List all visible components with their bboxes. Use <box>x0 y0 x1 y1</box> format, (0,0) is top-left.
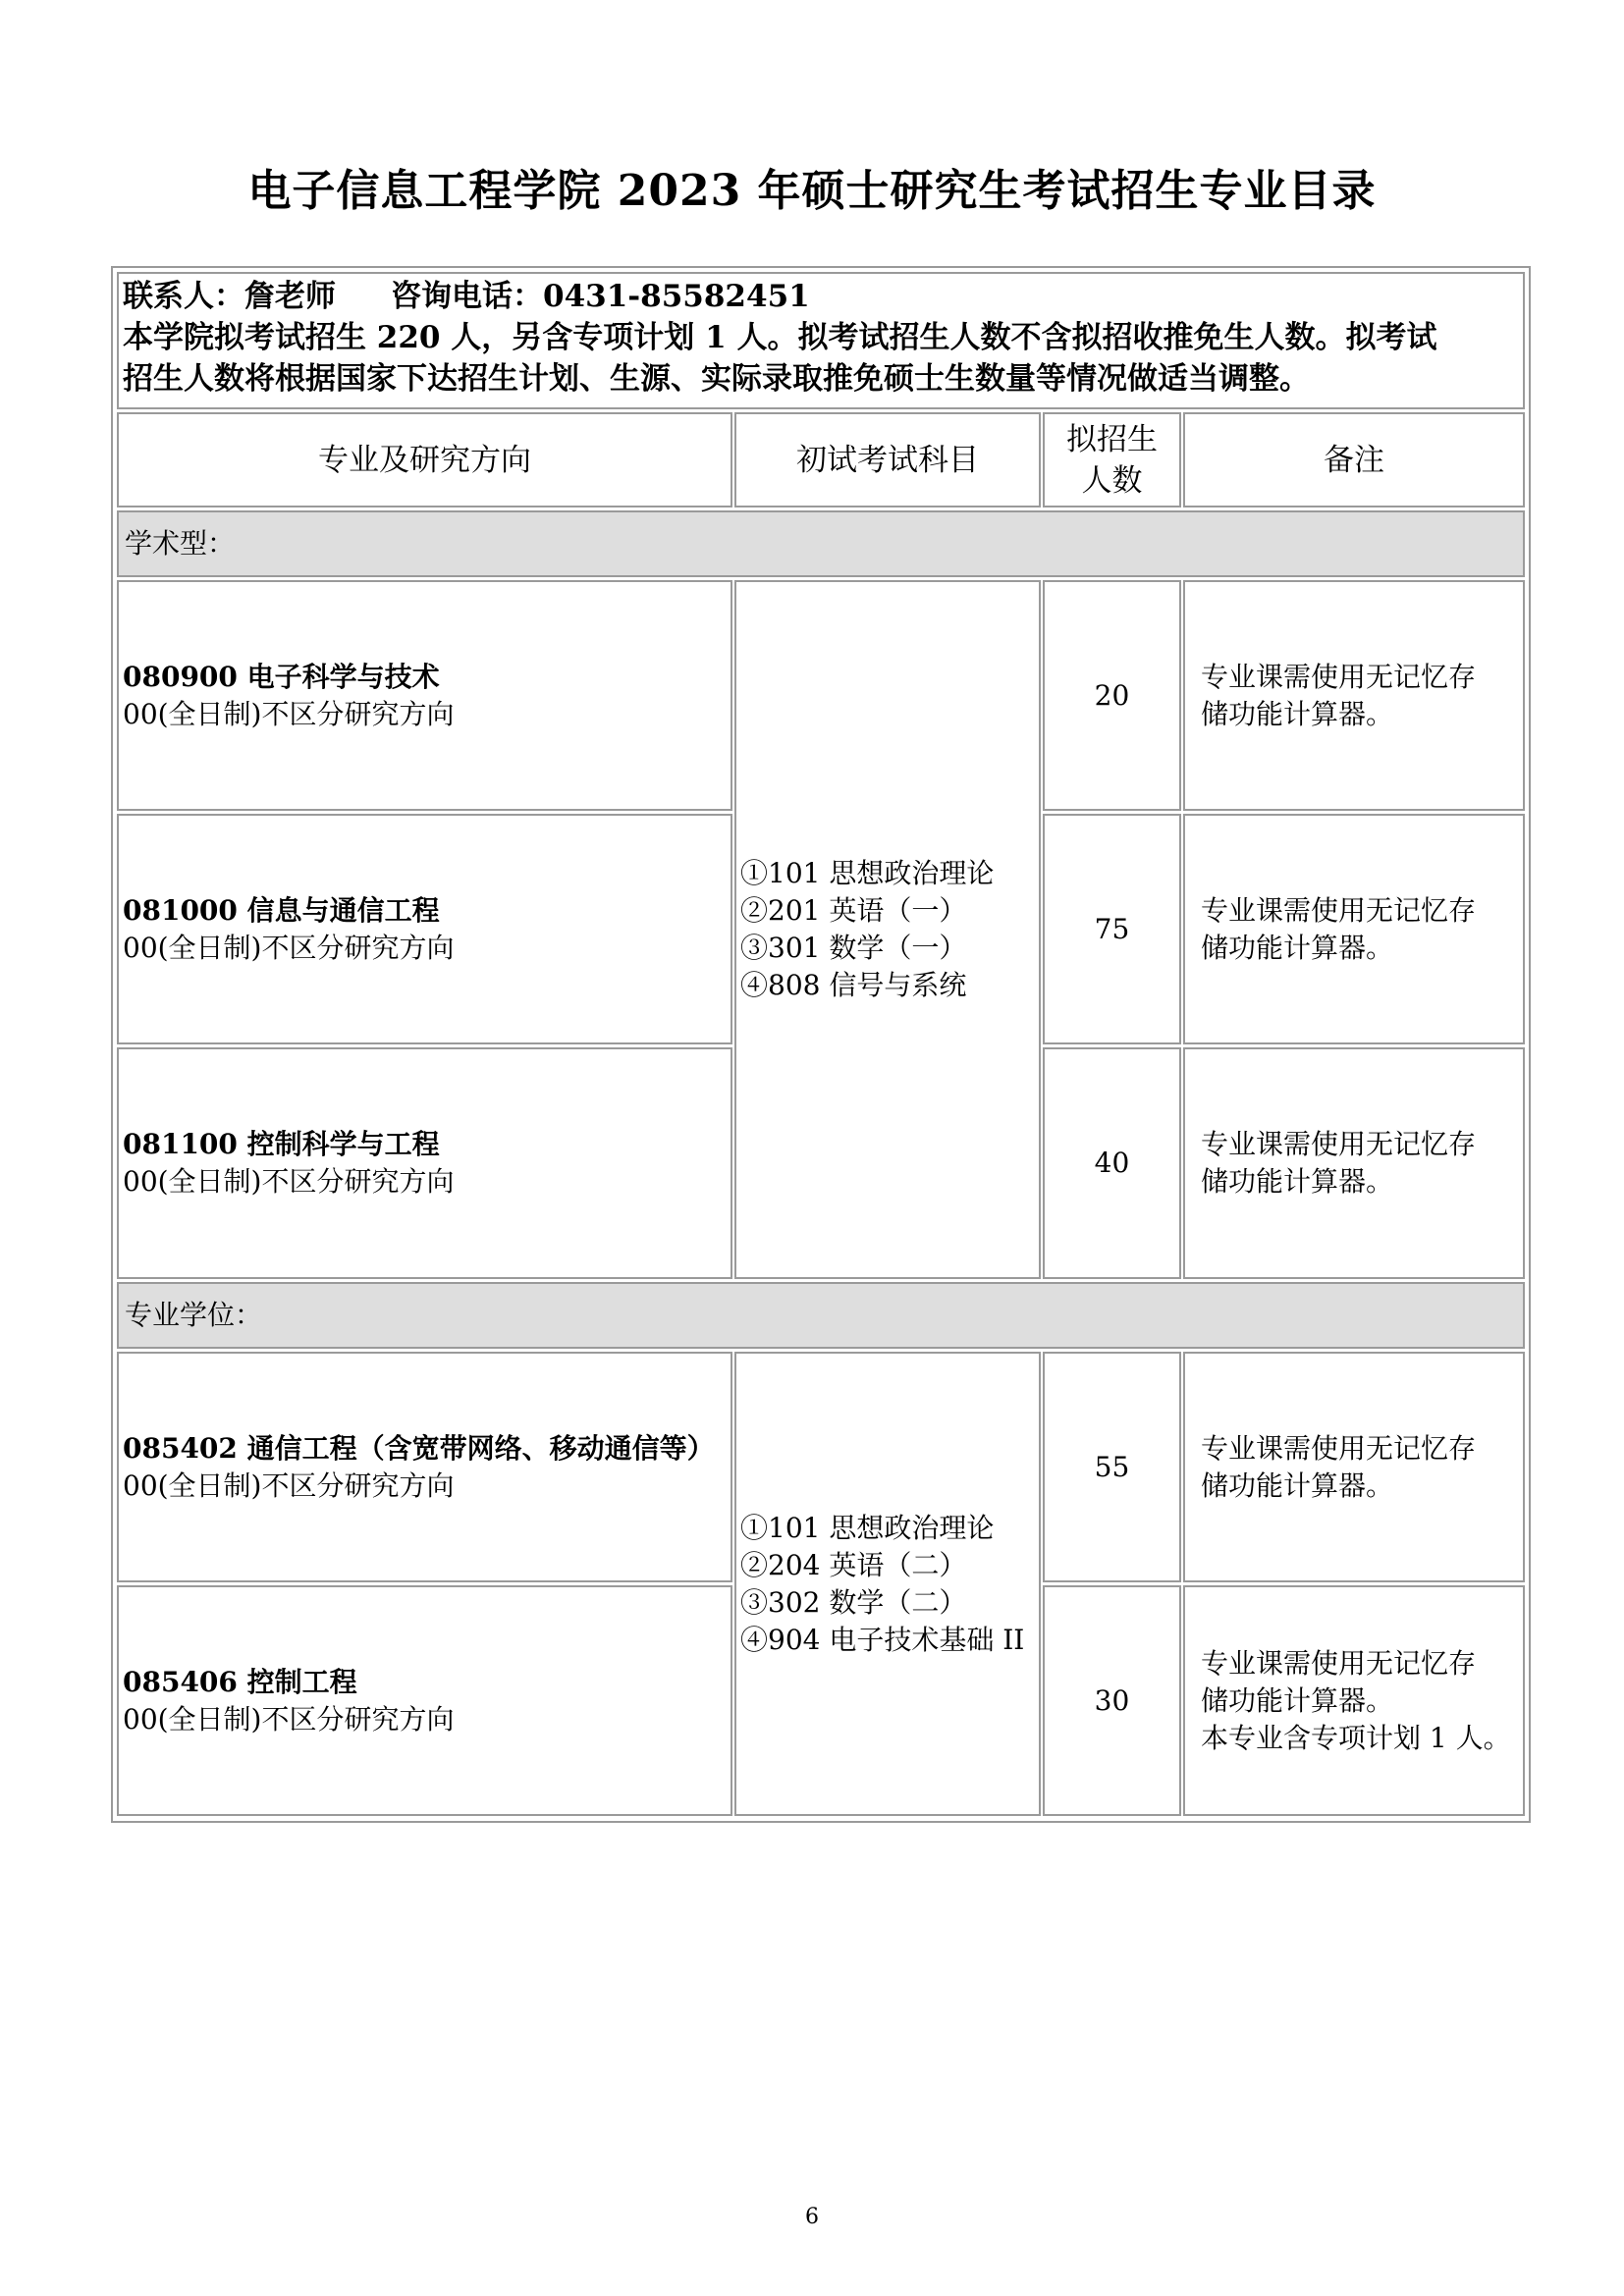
exam-subject: ②204 英语（二） <box>740 1548 967 1581</box>
remark-line: 储功能计算器。 <box>1201 1683 1394 1717</box>
major-code: 081000 信息与通信工程 <box>123 893 440 927</box>
remark-line: 储功能计算器。 <box>1201 1165 1394 1198</box>
remark-line: 储功能计算器。 <box>1201 1468 1394 1502</box>
page-title: 电子信息工程学院 2023 年硕士研究生考试招生专业目录 <box>247 166 1377 216</box>
major-code: 081100 控制科学与工程 <box>123 1128 440 1160</box>
header-note: 备注 <box>1183 412 1525 507</box>
enrollment-count: 55 <box>1043 1352 1181 1582</box>
enrollment-note-line: 本学院拟考试招生 220 人，另含专项计划 1 人。拟考试招生人数不含拟招收推免生人数。拟考试 <box>123 320 1437 355</box>
exam-subject: ③301 数学（一） <box>740 932 967 964</box>
remark-line: 储功能计算器。 <box>1201 697 1394 730</box>
enrollment-count: 40 <box>1043 1047 1181 1279</box>
remark-line: 本专业含专项计划 1 人。 <box>1201 1721 1511 1754</box>
exam-subject: ④808 信号与系统 <box>740 969 967 1001</box>
exam-subject: ④904 电子技术基础 II <box>740 1623 1025 1656</box>
remark <box>1183 814 1525 1044</box>
research-direction: 00(全日制)不区分研究方向 <box>123 1468 455 1502</box>
major-row <box>117 580 732 811</box>
exam-subjects <box>734 1352 1041 1816</box>
major-row <box>117 1352 732 1582</box>
major-code: 085402 通信工程（含宽带网络、移动通信等） <box>123 1431 715 1465</box>
remark-line: 专业课需使用无记忆存 <box>1201 1431 1477 1465</box>
exam-subject: ①101 思想政治理论 <box>740 857 995 889</box>
major-row <box>117 1047 732 1279</box>
exam-subject: ③302 数学（二） <box>740 1585 967 1619</box>
research-direction: 00(全日制)不区分研究方向 <box>123 931 455 964</box>
header-count <box>1043 412 1181 507</box>
remark-line: 专业课需使用无记忆存 <box>1201 1646 1477 1680</box>
contact-person: 联系人：詹老师 <box>123 279 336 314</box>
section-professional: 专业学位： <box>117 1282 1525 1349</box>
enrollment-count: 75 <box>1043 814 1181 1044</box>
contact-info <box>117 272 1525 409</box>
exam-subject: ②201 英语（一） <box>740 894 967 927</box>
header-subjects: 初试考试科目 <box>734 412 1041 507</box>
exam-subjects <box>734 580 1041 1279</box>
remark-line: 专业课需使用无记忆存 <box>1201 893 1477 927</box>
remark-line: 专业课需使用无记忆存 <box>1201 660 1477 693</box>
research-direction: 00(全日制)不区分研究方向 <box>123 1702 455 1735</box>
enrollment-note-line: 招生人数将根据国家下达招生计划、生源、实际录取推免硕士生数量等情况做适当调整。 <box>123 361 1310 397</box>
major-code: 085406 控制工程 <box>123 1665 357 1698</box>
major-row <box>117 1585 732 1816</box>
section-academic: 学术型： <box>117 510 1525 577</box>
remark <box>1183 1585 1525 1816</box>
page-number: 6 <box>805 2205 819 2229</box>
contact-phone: 咨询电话：0431-85582451 <box>391 279 810 314</box>
enrollment-count: 20 <box>1043 580 1181 811</box>
remark <box>1183 580 1525 811</box>
remark <box>1183 1047 1525 1279</box>
exam-subject: ①101 思想政治理论 <box>740 1511 995 1544</box>
header-major: 专业及研究方向 <box>117 412 732 507</box>
enrollment-count: 30 <box>1043 1585 1181 1816</box>
header-count-line: 人数 <box>1081 462 1143 499</box>
major-code: 080900 电子科学与技术 <box>123 660 440 693</box>
remark <box>1183 1352 1525 1582</box>
research-direction: 00(全日制)不区分研究方向 <box>123 1165 455 1198</box>
remark-line: 储功能计算器。 <box>1201 931 1394 964</box>
remark-line: 专业课需使用无记忆存 <box>1201 1128 1477 1160</box>
research-direction: 00(全日制)不区分研究方向 <box>123 697 455 730</box>
major-row <box>117 814 732 1044</box>
header-count-line: 拟招生 <box>1066 421 1158 457</box>
